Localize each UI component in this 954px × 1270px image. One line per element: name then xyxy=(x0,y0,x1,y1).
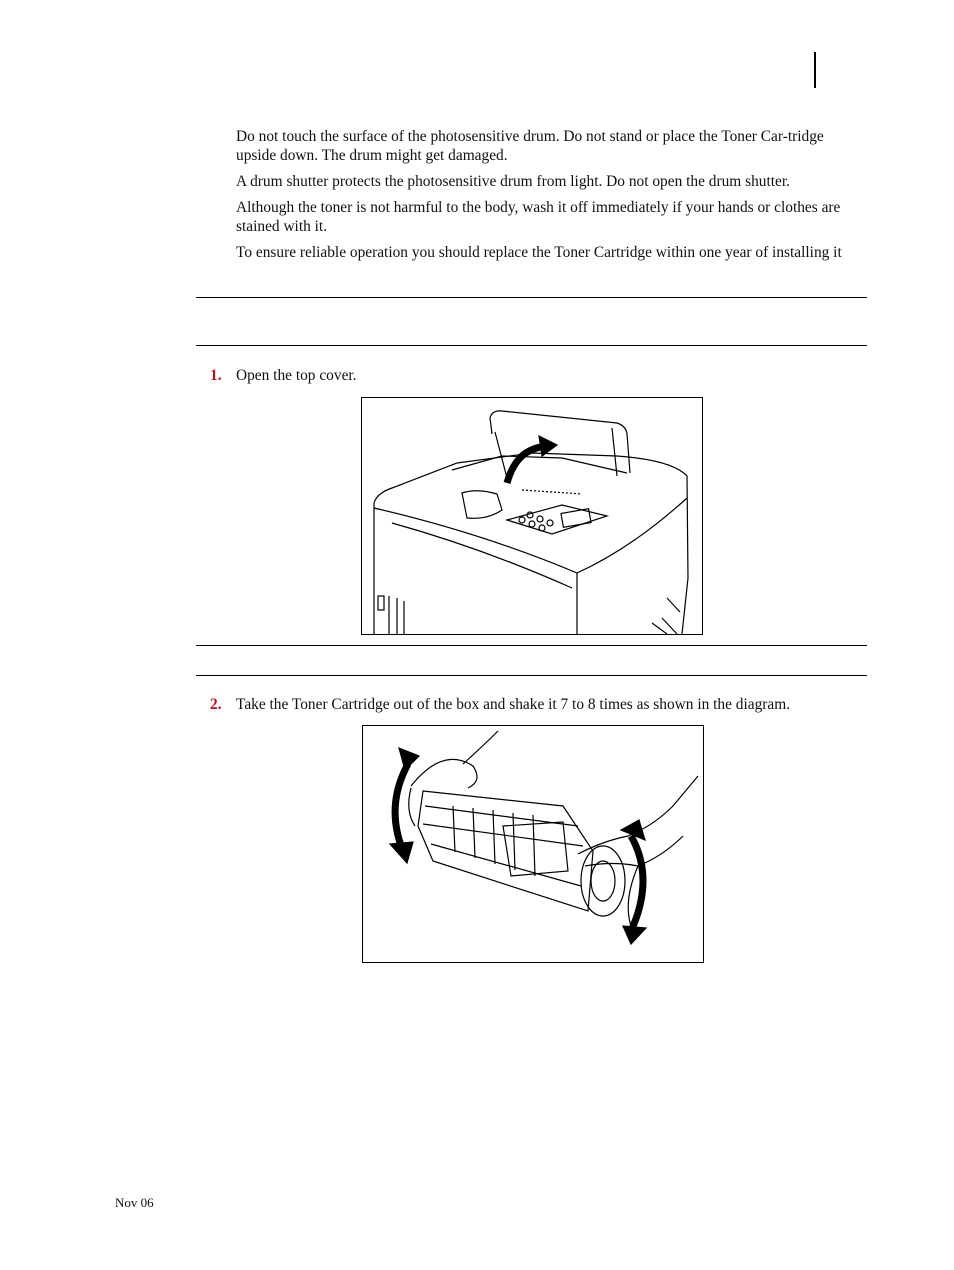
shake-toner-cartridge-illustration xyxy=(362,725,704,963)
caution-note-toner-stain: Although the toner is not harmful to the body, wash it off immediately if your hands or clothes are stained with it. xyxy=(236,199,841,235)
step-number: 2. xyxy=(210,696,222,713)
footer-date: Nov 06 xyxy=(115,1195,154,1210)
divider xyxy=(196,345,867,346)
caution-note-drum-shutter: A drum shutter protects the photosensitive drum from light. Do not open the drum shutter. xyxy=(236,173,790,190)
step-number: 1. xyxy=(210,367,222,384)
step-text: Open the top cover. xyxy=(236,367,357,384)
divider xyxy=(196,297,867,298)
step-text: Take the Toner Cartridge out of the box and shake it 7 to 8 times as shown in the diagram. xyxy=(236,696,791,713)
divider xyxy=(196,645,867,646)
caution-note-replace-cartridge: To ensure reliable operation you should replace the Toner Cartridge within one year of installing it xyxy=(236,244,842,261)
step-1 xyxy=(210,366,357,385)
divider xyxy=(196,675,867,676)
printer-open-cover-illustration xyxy=(361,397,703,635)
step-2 xyxy=(210,695,790,714)
header-rule xyxy=(814,52,816,88)
caution-note-drum-surface: Do not touch the surface of the photosensitive drum. Do not stand or place the Toner Car-tridge upside down. The drum might get damaged. xyxy=(236,128,824,164)
